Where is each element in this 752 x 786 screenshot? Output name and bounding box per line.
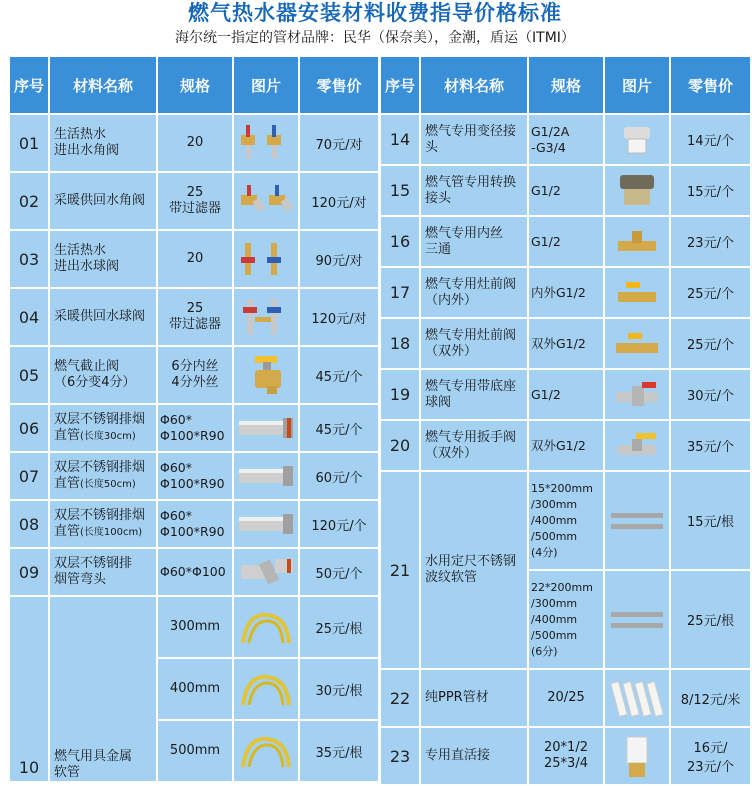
row-number: 19: [381, 370, 419, 419]
material-name: 燃气管专用转换 接头: [421, 166, 527, 215]
left-price-table: [8, 55, 380, 783]
row-number: 02: [10, 173, 48, 229]
metal-hose-icon: [234, 721, 298, 781]
row-number: 17: [381, 268, 419, 317]
table-row: [381, 319, 750, 368]
row-number: 20: [381, 421, 419, 470]
lever-valve-icon: [605, 421, 669, 470]
row-number: 10: [10, 597, 48, 781]
row-number: 15: [381, 166, 419, 215]
retail-price: 23元/个: [671, 217, 750, 266]
material-name: 燃气专用内丝 三通: [421, 217, 527, 266]
retail-price: 45元/个: [300, 347, 378, 403]
metal-hose-icon: [234, 659, 298, 719]
retail-price: 35元/根: [300, 721, 378, 781]
table-row: [381, 115, 750, 164]
table-header-row: [381, 57, 750, 113]
row-number: 05: [10, 347, 48, 403]
material-spec: 22*200mm /300mm /400mm /500mm (6分): [529, 571, 603, 668]
retail-price: 120元/对: [300, 289, 378, 345]
material-spec: 内外G1/2: [529, 268, 603, 317]
row-number: 16: [381, 217, 419, 266]
table-row: [10, 173, 378, 229]
retail-price: 8/12元/米: [671, 670, 750, 726]
retail-price: 16元/ 23元/个: [671, 728, 750, 784]
table-row: [381, 728, 750, 784]
retail-price: 14元/个: [671, 115, 750, 164]
col-header-name: 材料名称: [50, 57, 156, 113]
material-spec: Φ60*Φ100: [158, 549, 232, 595]
base-ball-valve-icon: [605, 370, 669, 419]
col-header-price: 零售价: [671, 57, 750, 113]
col-header-price: 零售价: [300, 57, 378, 113]
material-spec: Φ60* Φ100*R90: [158, 453, 232, 499]
material-spec: 25 带过滤器: [158, 289, 232, 345]
material-spec: 20: [158, 115, 232, 171]
retail-price: 25元/根: [300, 597, 378, 657]
angle-valve-filter-icon: [234, 173, 298, 229]
metal-hose-icon: [234, 597, 298, 657]
stove-valve-icon: [605, 268, 669, 317]
table-row: [381, 670, 750, 726]
row-number: 22: [381, 670, 419, 726]
retail-price: 25元/个: [671, 319, 750, 368]
row-number: 07: [10, 453, 48, 499]
retail-price: 120元/对: [300, 173, 378, 229]
page-title: 燃气热水器安装材料收费指导价格标准: [188, 1, 562, 25]
retail-price: 60元/个: [300, 453, 378, 499]
material-name: 双层不锈钢排 烟管弯头: [50, 549, 156, 595]
material-spec: G1/2: [529, 166, 603, 215]
retail-price: 45元/个: [300, 405, 378, 451]
col-header-name: 材料名称: [421, 57, 527, 113]
row-number: 04: [10, 289, 48, 345]
page-subtitle: 海尔统一指定的管材品牌：民华（保奈美），金潮，盾运（ITMI）: [175, 30, 575, 46]
row-number: 08: [10, 501, 48, 547]
material-name: 燃气用具金属 软管: [50, 597, 156, 781]
material-spec: 300mm: [158, 597, 232, 657]
material-spec: 双外G1/2: [529, 319, 603, 368]
table-row: [10, 405, 378, 451]
table-row: [381, 421, 750, 470]
material-name: 生活热水 进出水球阀: [50, 231, 156, 287]
material-spec: 20: [158, 231, 232, 287]
tee-fitting-icon: [605, 217, 669, 266]
reducer-fitting-icon: [605, 115, 669, 164]
table-row: [10, 347, 378, 403]
corrugated-hose-icon: [605, 472, 669, 569]
material-name: 纯PPR管材: [421, 670, 527, 726]
material-spec: 20*1/2 25*3/4: [529, 728, 603, 784]
material-spec: Φ60* Φ100*R90: [158, 501, 232, 547]
row-number: 21: [381, 472, 419, 668]
union-fitting-icon: [605, 728, 669, 784]
material-spec: Φ60* Φ100*R90: [158, 405, 232, 451]
table-row: [381, 472, 750, 569]
flue-pipe-icon: [234, 501, 298, 547]
adapter-fitting-icon: [605, 166, 669, 215]
material-name: 燃气专用灶前阀 （双外）: [421, 319, 527, 368]
table-row: [381, 370, 750, 419]
flue-pipe-icon: [234, 453, 298, 499]
material-spec: 6分内丝 4分外丝: [158, 347, 232, 403]
material-spec: 500mm: [158, 721, 232, 781]
col-header-pic: 图片: [234, 57, 298, 113]
material-name: 燃气专用灶前阀 （内外）: [421, 268, 527, 317]
row-number: 06: [10, 405, 48, 451]
retail-price: 50元/个: [300, 549, 378, 595]
table-row: [381, 268, 750, 317]
angle-valve-pair-icon: [234, 115, 298, 171]
table-row: [381, 217, 750, 266]
right-price-table: [379, 55, 752, 786]
material-spec: G1/2A -G3/4: [529, 115, 603, 164]
material-spec: 双外G1/2: [529, 421, 603, 470]
col-header-spec: 规格: [529, 57, 603, 113]
material-spec: 15*200mm /300mm /400mm /500mm (4分): [529, 472, 603, 569]
material-name: 水用定尺不锈钢 波纹软管: [421, 472, 527, 668]
material-name: 燃气专用变径接 头: [421, 115, 527, 164]
col-header-no: 序号: [10, 57, 48, 113]
material-name: 专用直活接: [421, 728, 527, 784]
row-number: 18: [381, 319, 419, 368]
ball-valve-pair-icon: [234, 231, 298, 287]
material-spec: 25 带过滤器: [158, 173, 232, 229]
table-header-row: [10, 57, 378, 113]
retail-price: 70元/对: [300, 115, 378, 171]
material-name: 双层不锈钢排烟 直管(长度30cm): [50, 405, 156, 451]
retail-price: 30元/根: [300, 659, 378, 719]
retail-price: 120元/个: [300, 501, 378, 547]
retail-price: 25元/根: [671, 571, 750, 668]
table-row: [10, 115, 378, 171]
row-number: 09: [10, 549, 48, 595]
stove-valve-icon: [605, 319, 669, 368]
flue-pipe-icon: [234, 405, 298, 451]
table-row: [381, 166, 750, 215]
material-name: 采暖供回水球阀: [50, 289, 156, 345]
retail-price: 25元/个: [671, 268, 750, 317]
col-header-pic: 图片: [605, 57, 669, 113]
ppr-pipe-icon: [605, 670, 669, 726]
row-number: 03: [10, 231, 48, 287]
material-spec: G1/2: [529, 370, 603, 419]
col-header-spec: 规格: [158, 57, 232, 113]
table-row: [10, 231, 378, 287]
row-number: 23: [381, 728, 419, 784]
retail-price: 15元/个: [671, 166, 750, 215]
retail-price: 90元/对: [300, 231, 378, 287]
material-spec: G1/2: [529, 217, 603, 266]
material-name: 双层不锈钢排烟 直管(长度100cm): [50, 501, 156, 547]
retail-price: 35元/个: [671, 421, 750, 470]
table-row: [10, 453, 378, 499]
flue-elbow-icon: [234, 549, 298, 595]
col-header-no: 序号: [381, 57, 419, 113]
material-name: 生活热水 进出水角阀: [50, 115, 156, 171]
gas-shutoff-valve-icon: [234, 347, 298, 403]
material-spec: 400mm: [158, 659, 232, 719]
row-number: 14: [381, 115, 419, 164]
material-spec: 20/25: [529, 670, 603, 726]
material-name: 燃气截止阀 （6分变4分）: [50, 347, 156, 403]
table-row: [10, 549, 378, 595]
table-row: [10, 501, 378, 547]
retail-price: 15元/根: [671, 472, 750, 569]
table-row: [10, 597, 378, 657]
retail-price: 30元/个: [671, 370, 750, 419]
material-name: 采暖供回水角阀: [50, 173, 156, 229]
row-number: 01: [10, 115, 48, 171]
material-name: 双层不锈钢排烟 直管(长度50cm): [50, 453, 156, 499]
material-name: 燃气专用带底座 球阀: [421, 370, 527, 419]
table-row: [10, 289, 378, 345]
material-name: 燃气专用扳手阀 （双外）: [421, 421, 527, 470]
corrugated-hose-icon: [605, 571, 669, 668]
ball-valve-filter-icon: [234, 289, 298, 345]
